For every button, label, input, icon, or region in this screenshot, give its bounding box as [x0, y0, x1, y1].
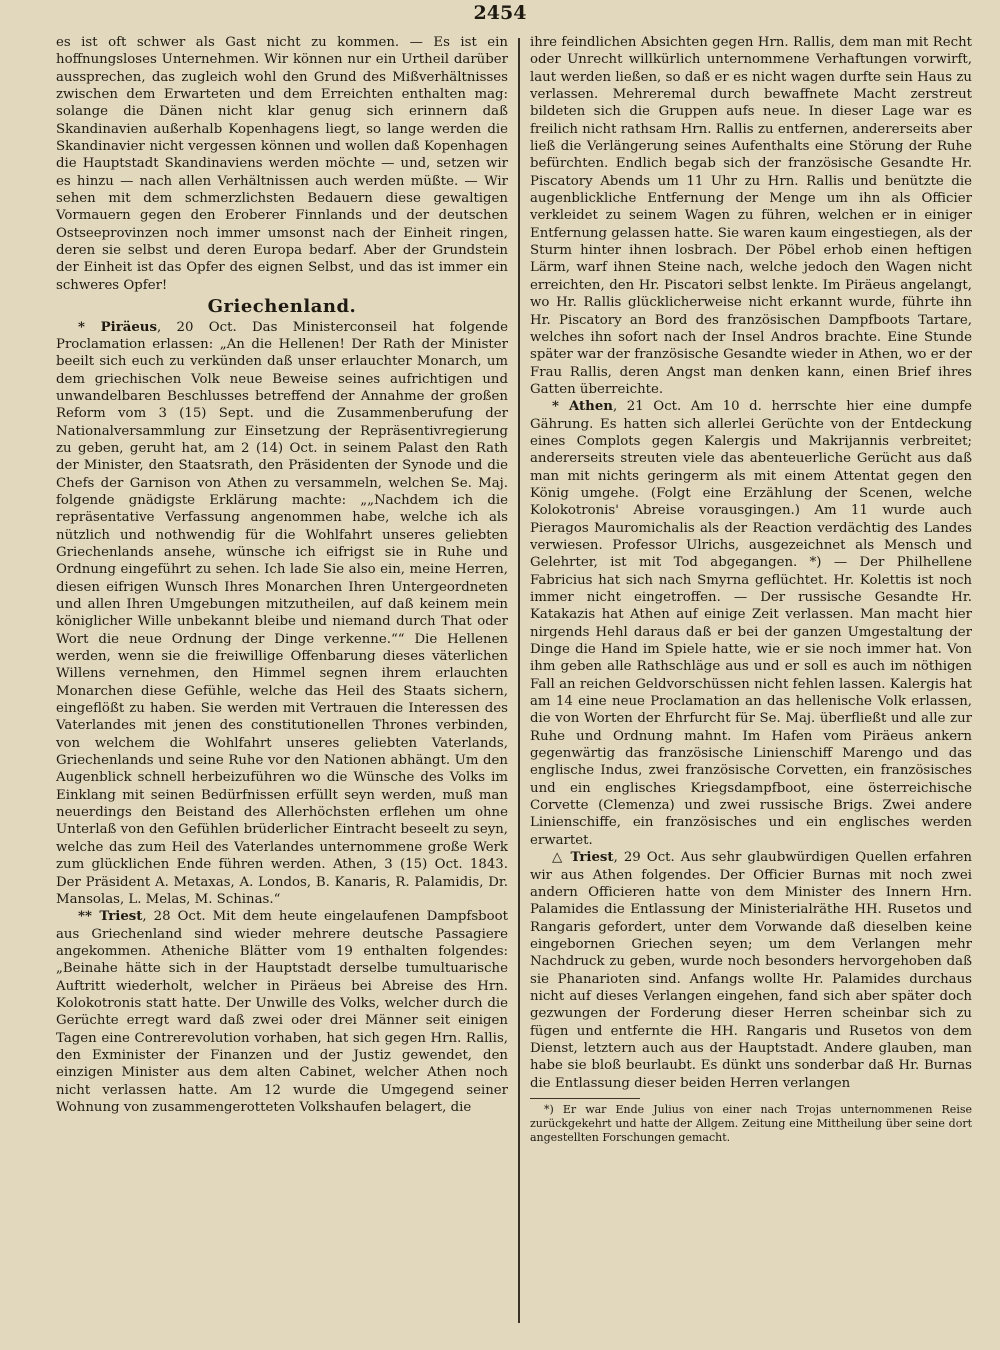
left-column — [56, 34, 508, 1116]
article-text: , 28 Oct. Mit dem heute eingelaufenen Dampfsboot aus Griechenland sind wieder mehrere deutsche Passagiere angekommen. Atheniche Blätter vom 19 enthalten folgendes: „Beinahe hätte sich in der Hauptstadt derselbe tumultuarische Auftritt wiederholt, welcher in Piräeus bei Abreise des Hrn. Kolokotronis statt hatte. Der Unwille des Volks, welcher durch die Gerüchte erregt ward daß zwei oder drei Männer seit einigen Tagen eine Contrerevolution vorhaben, hat sich gegen Hrn. Rallis, den Exminister der Finanzen und der Justiz gewendet, den einzigen Minister aus dem alten Cabinet, welcher Athen noch nicht verlassen hatte. Am 12 wurde die Umgegend seiner Wohnung von zusammengerotteten Volkshaufen belagert, die — [56, 909, 509, 1115]
footnote-text: *) Er war Ende Julius von einer nach Trojas unternommenen Reise zurückgekehrt und hatte der Allgem. Zeitung eine Mittheilung über seine dort angestellten Forschungen gemacht. — [530, 1102, 972, 1144]
article-paragraph — [530, 398, 972, 849]
article-text: , 29 Oct. Aus sehr glaubwürdigen Quellen erfahren wir aus Athen folgendes. Der Officier Burnas mit noch zwei andern Officieren hatte von dem Minister des Innern Hrn. Palamides die Entlassung der Ministerialräthe HH. Rusetos und Rangaris gefordert, unter dem Vorwande daß dieselben keine eingebornen Griechen seyen; um dem Verlangen mehr Nachdruck zu geben, wurde noch besonders hervorgehoben daß sie Phanarioten sind. Anfangs wollte Hr. Palamides durchaus nicht auf dieses Verlangen eingehen, fand sich aber später doch gezwungen der Forderung dieser Herren scheinbar sich zu fügen und entfernte die HH. Rangaris und Rusetos von dem Dienst, letztern auch aus der Hauptstadt. Andere glauben, man habe sie bloß beurlaubt. Es dünkt uns sonderbar daß Hr. Burnas die Entlassung dieser beiden Herren verlangen — [530, 850, 972, 1091]
column-divider — [518, 38, 520, 1323]
article-paragraph — [530, 849, 972, 1092]
article-text: , 21 Oct. Am 10 d. herrschte hier eine dumpfe Gährung. Es hatten sich allerlei Gerüchte von der Entdeckung eines Complots gegen Kalergis und Makrijannis verbreitet; andererseits streuten viele das abenteuerliche Gerücht aus daß man mit nichts geringerm als mit einem Attentat gegen den König umgehe. (Folgt eine Erzählung der Scenen, welche Kolokotronis' Abreise vorausgingen.) Am 11 wurde auch Pieragos Mauromichalis als der Reaction verdächtig des Landes verwiesen. Professor Ulrichs, ausgezeichnet als Mensch und Gelehrter, ist mit Tod abgegangen. *) — Der Philhellene Fabricius hat sich nach Smyrna geflüchtet. Hr. Kolettis ist noch immer nicht eingetroffen. — Der russische Gesandte Hr. Katakazis hat Athen auf einige Zeit verlassen. Man macht hier nirgends Hehl daraus daß er bei der ganzen Umgestaltung der Dinge die Hand im Spiele hatte, wie er sie noch immer hat. Von ihm geben alle Rathschläge aus und er soll es auch im nöthigen Fall an reichen Geldvorschüssen nicht fehlen lassen. Kalergis hat am 14 eine neue Proclamation an das hellenische Volk erlassen, die von Worten der Ehrfurcht für Se. Maj. überfließt und alle zur Ruhe und Ordnung mahnt. Im Hafen vom Piräeus ankern gegenwärtig das französische Linienschiff Marengo und das englische Indus, zwei französische Corvetten, ein französisches und ein englisches Kriegsdampfboot, eine österreichische Corvette (Clemenza) und zwei russische Brigs. Zwei andere Linienschiffe, ein französisches und ein englisches werden erwartet. — [530, 399, 972, 848]
section-heading: Griechenland. — [207, 296, 357, 318]
article-paragraph: es ist oft schwer als Gast nicht zu kommen. — Es ist ein hoffnungsloses Unternehmen. Wir können nur ein Urtheil darüber aussprechen, das zugleich wohl den Grund des Mißverhältnisses zwischen dem Erwarteten und dem Erreichten enthalten mag: solange die Dänen nicht klar genug sich erinnern daß Skandinavien außerhalb Kopenhagens liegt, so lange werden die Skandinavier nicht vergessen können und wollen daß Kopenhagen die Hauptstadt Skandinaviens werden möchte — und, setzen wir es hinzu — nach allen Verhältnissen auch werden müßte. — Wir sehen mit dem schmerzlichsten Bedauern diese gewaltigen Vormauern gegen den Eroberer Finnlands und der deutschen Ostseeprovinzen noch immer umsonst nach der Einheit ringen, deren sie selbst und deren Europa bedarf. Aber der Grundstein der Einheit ist das Opfer des eignen Selbst, und das ist immer ein schweres Opfer! — [56, 35, 508, 293]
article-text: , 20 Oct. Das Ministerconseil hat folgende Proclamation erlassen: „An die Hellenen! Der Rath der Minister beeilt sich euch zu verkünden daß unser erlauchter Monarch, um dem griechischen Volk neue Beweise seines aufrichtigen und unwandelbaren Beschlusses betreffend der Annahme der großen Reform vom 3 (15) Sept. und die Zusammenberufung der Nationalversammlung zur Einsetzung der Repräsentivregierung zu geben, geruht hat, am 2 (14) Oct. in seinem Palast den Rath der Minister, den Staatsrath, den Präsidenten der Synode und die Chefs der Garnison von Athen zu versammeln, welchen Se. Maj. folgende gnädigste Erklärung machte: „„Nachdem ich die repräsentative Verfassung angenommen habe, welche ich als nützlich und nothwendig für die Wohlfahrt unseres geliebten Griechenlands ansehe, wünsche ich eifrigst sie in Ruhe und Ordnung eingeführt zu sehen. Ich lade Sie also ein, meine Herren, diesen eifrigen Wunsch Ihres Monarchen Ihren Untergeordneten und allen Ihren Umgebungen mitzutheilen, auf daß keinem mein königlicher Wille unbekannt bleibe und niemand durch That oder Wort die neue Ordnung der Dinge verkenne.““ Die Hellenen werden, wenn sie die freiwillige Offenbarung dieses väterlichen Willens vernehmen, den Himmel segnen ihrem erlauchten Monarchen diese Gefühle, welche das Heil des Staats sichern, eingeflößt zu haben. Sie werden mit Vertrauen die Interessen des Vaterlandes mit jenen des constitutionellen Thrones verbinden, von welchem die Wohlfahrt unseres geliebten Vaterlands, Griechenlands und seine Ruhe vor den Nationen abhängt. Um den Augenblick schnell herbeizuführen wo die Wünsche des Volks im Einklang mit seinen Bedürfnissen erfüllt seyn werden, muß man neuerdings den Beistand des Allerhöchsten erflehen um ohne Unterlaß von den Gefühlen brüderlicher Eintracht beseelt zu seyn, welche das zum Heil des Vaterlandes unternommene große Werk zum glücklichen Ende führen werden. Athen, 3 (15) Oct. 1843. Der Präsident A. Metaxas, A. Londos, B. Kanaris, R. Palamidis, Dr. Mansolas, L. Melas, M. Schinas.“ — [56, 319, 508, 907]
dateline: * Athen — [552, 399, 613, 415]
dateline: * Piräeus — [78, 319, 157, 335]
article-paragraph — [56, 908, 508, 1116]
dateline: △ Triest — [552, 850, 614, 866]
dateline: ** Triest — [78, 909, 143, 925]
article-paragraph — [56, 319, 508, 909]
article-paragraph: ihre feindlichen Absichten gegen Hrn. Rallis, dem man mit Recht oder Unrecht willkürlich unternommene Verhaftungen vorwirft, laut werden ließen, so daß er es nicht wagen durfte sein Haus zu verlassen. Mehreremal durch bewaffnete Macht zerstreut bildeten sich die Gruppen aufs neue. In dieser Lage war es freilich nicht rathsam Hrn. Rallis zu entfernen, andererseits aber ließ die Verlängerung seines Aufenthalts eine Störung der Ruhe befürchten. Endlich begab sich der französische Gesandte Hr. Piscatory Abends um 11 Uhr zu Hrn. Rallis und benützte die augenblickliche Entfernung der Menge um ihn als Officier verkleidet zu seinem Wagen zu führen, welchen er in einiger Entfernung gelassen hatte. Sie waren kaum eingestiegen, als der Sturm hinter ihnen losbrach. Der Pöbel erhob einen heftigen Lärm, warf ihnen Steine nach, welche jedoch den Wagen nicht erreichten, den Hr. Piscatori selbst lenkte. Im Piräeus angelangt, wo Hr. Rallis glücklicherweise nicht erkannt wurde, führte ihn Hr. Piscatory an Bord des französischen Dampfboots Tartare, welches ihn sofort nach der Insel Andros brachte. Eine Stunde später war der französische Gesandte wieder in Athen, wo er der Frau Rallis, deren Angst man denken kann, einen Brief ihres Gatten überreichte. — [530, 35, 972, 397]
right-column — [530, 34, 972, 1145]
footnote — [530, 1103, 972, 1145]
page-number: 2454 — [473, 2, 527, 24]
footnote-rule — [530, 1098, 640, 1099]
